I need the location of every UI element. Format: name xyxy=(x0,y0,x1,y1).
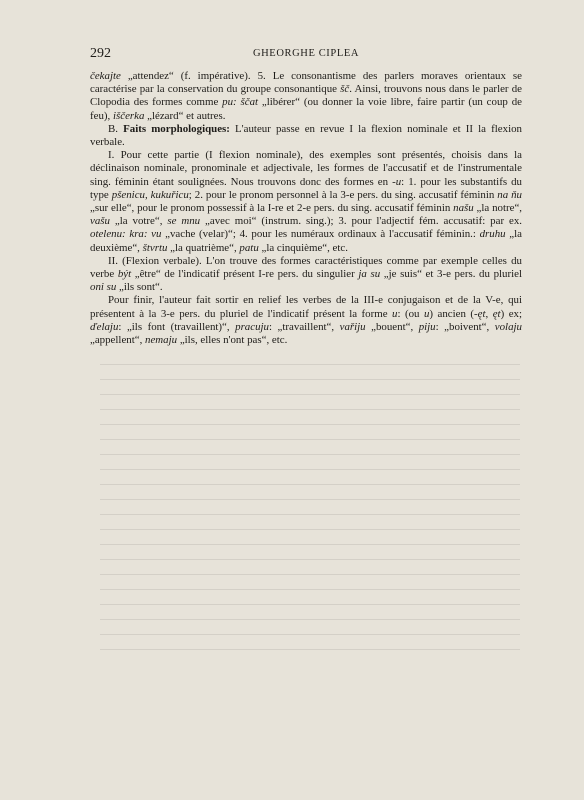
italic-term: u xyxy=(392,307,398,320)
text-run: „sur elle“, pour le pronom possessif à la I-re et 2-e pers. du sing. accusatif féminin xyxy=(90,202,454,215)
italic-term: našu xyxy=(453,202,474,215)
italic-term: vařiju xyxy=(339,320,366,333)
text-run: L'auteur passe en revue I la flexion nominale et II la flexion verbale. xyxy=(90,122,522,149)
body-text xyxy=(90,70,522,347)
text-run: „vache (velar)“; 4. pour les numéraux ordinaux à l'accusatif féminin.: xyxy=(161,228,480,241)
text-run: : (ou xyxy=(397,307,424,320)
text-run: : „travaillent“, xyxy=(269,320,340,333)
text-run: : „boivent“, xyxy=(435,320,495,333)
text-run: , xyxy=(485,307,493,320)
italic-term: patu xyxy=(239,241,259,254)
italic-term: se mnu xyxy=(167,215,201,228)
page-number: 292 xyxy=(90,46,111,61)
text-run: „avec moi“ (instrum. sing.); 3. pour l'adjectif fém. accusatif: par ex. xyxy=(200,215,522,228)
text-run: „attendez“ (f. impérative). 5. Le consonantisme des parlers moraves orientaux se caractérise par la conservation du groupe consonantique xyxy=(90,70,522,96)
paragraph xyxy=(90,149,522,255)
text-run: Pour finir, l'auteur fait sortir en relief les verbes de la III-e conjugaison et de la V-e, qui présentent à la 3-e pers. du pluriel de l'indicatif présent la forme xyxy=(90,294,522,320)
text-run: „la notre“, xyxy=(473,202,523,215)
text-run: „libérer“ (ou donner la voie libre, faire partir (un coup de feu), xyxy=(90,96,522,122)
paragraph xyxy=(90,70,522,123)
text-run: „la cinquième“, etc. xyxy=(258,241,348,254)
italic-term: ďelaju xyxy=(90,320,119,333)
text-run: „ils, elles n'ont pas“, etc. xyxy=(177,334,288,347)
text-run: I. Pour cette partie (I flexion nominale), des exemples sont présentés, choisis dans la déclinaison nominale, pronominale et adjectivale, les formes de l'accusatif et de l'instrumentale sing. féminin étant soulignées. Nous trouvons donc des formes en xyxy=(90,149,522,188)
text-run: „la quatrième“, xyxy=(167,241,240,254)
italic-term: ęt xyxy=(492,307,501,320)
italic-term: štvrtu xyxy=(142,241,168,254)
text-run: „être“ de l'indicatif présent I-re pers. du singulier xyxy=(131,268,359,281)
text-run: „la votre“, xyxy=(109,215,168,228)
italic-term: -u xyxy=(392,175,402,188)
paragraph xyxy=(90,255,522,295)
text-run: : „ils font (travaillent)“, xyxy=(118,320,236,333)
italic-term: volaju xyxy=(494,320,522,333)
italic-term: u xyxy=(423,307,430,320)
page-header xyxy=(90,46,522,64)
text-run: ) ex; xyxy=(500,307,522,320)
italic-term: vašu xyxy=(90,215,110,228)
italic-term: oni su xyxy=(90,281,117,294)
text-run: „appellent“, xyxy=(90,334,146,347)
italic-term: otelenu: kra: vu xyxy=(90,228,162,241)
text-run: „bouent“, xyxy=(365,320,419,333)
italic-term: čekajte xyxy=(90,70,121,82)
text-run: ; 2. pour le pronom personnel à la 3-e pers. du sing. accusatif féminin xyxy=(188,188,498,201)
italic-term: na ňu xyxy=(497,188,522,201)
italic-term: ęt xyxy=(477,307,486,320)
text-run: . Ainsi, trouvons nous dans le parler de Clopodia des formes comme xyxy=(90,83,522,109)
paragraph xyxy=(90,123,522,149)
italic-term: být xyxy=(117,268,132,281)
text-run: B. xyxy=(108,122,124,135)
text-run: „ils sont“. xyxy=(116,281,163,294)
italic-term: pu: ščat xyxy=(222,96,259,109)
italic-term: druhu xyxy=(479,228,506,241)
text-run: : 1. pour les substantifs du type xyxy=(90,175,522,201)
bold-heading: Faits morphologiques: xyxy=(123,122,230,135)
bleed-through-shadow xyxy=(100,350,520,680)
italic-term: pracuju xyxy=(235,320,270,333)
text-run: ) ancien (- xyxy=(429,307,478,320)
italic-term: ja su xyxy=(358,268,381,281)
paragraph xyxy=(90,294,522,347)
text-run: II. (Flexion verbale). L'on trouve des formes caractéristiques comme par exemple celles du verbe xyxy=(90,254,522,281)
text-run: „je suis“ et 3-e pers. du pluriel xyxy=(380,268,522,281)
text-run: „la deuxième“, xyxy=(90,228,522,254)
italic-term: šč xyxy=(340,83,350,96)
italic-term: iščerka xyxy=(112,109,145,122)
italic-term: nemaju xyxy=(145,334,178,347)
italic-term: pšenicu, kukuřicu xyxy=(111,188,189,201)
running-head: GHEORGHE CIPLEA xyxy=(252,48,360,59)
italic-term: piju xyxy=(418,320,436,333)
text-run: „lézard“ et autres. xyxy=(144,109,226,122)
